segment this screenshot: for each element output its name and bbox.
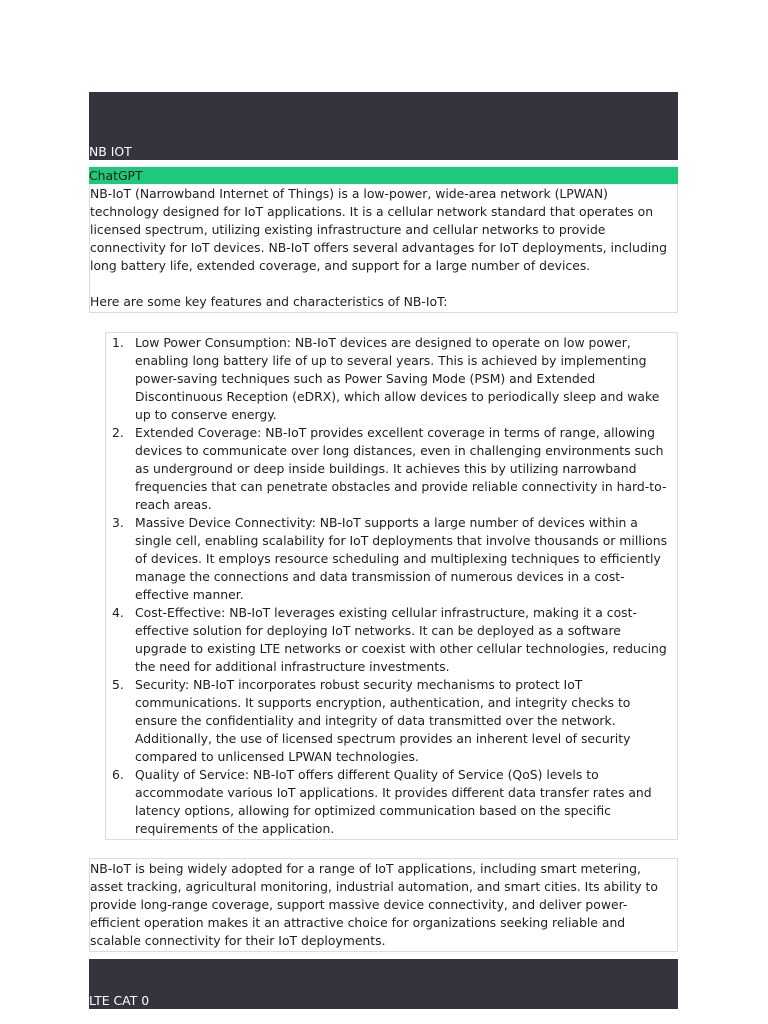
features-box — [105, 332, 678, 840]
list-item-text: Massive Device Connectivity: NB-IoT supports a large number of devices within a single cell, enabling scalability for IoT deployments that involve thousands or millions of devices. It employs resource scheduling and multiplexing techniques to efficiently manage the connections and data transmission of numerous devices in a cost-effective manner. — [135, 515, 668, 602]
list-item-number: 1. — [112, 335, 124, 350]
list-item-text: Quality of Service: NB-IoT offers different Quality of Service (QoS) levels to accommodate various IoT applications. It provides different data transfer rates and latency options, allowing for optimized communication based on the specific requirements of the application. — [135, 767, 652, 836]
section-header-nb-iot — [89, 92, 678, 160]
source-label-bar — [89, 167, 678, 184]
list-item-text: Security: NB-IoT incorporates robust security mechanisms to protect IoT communications. It supports encryption, authentication, and integrity checks to ensure the confidentiality and integrity of data transmitted over the network. Additionally, the use of licensed spectrum provides an inherent level of security compared to unlicensed LPWAN technologies. — [135, 677, 631, 764]
list-item — [106, 424, 674, 514]
list-item — [106, 604, 674, 676]
list-item — [106, 676, 674, 766]
list-item-text: Extended Coverage: NB-IoT provides excellent coverage in terms of range, allowing devices to communicate over long distances, even in challenging environments such as underground or deep inside buildings. It achieves this by utilizing narrowband frequencies that can penetrate obstacles and provide reliable connectivity in hard-to-reach areas. — [135, 425, 667, 512]
intro-paragraph: Here are some key features and characteristics of NB-IoT: — [90, 294, 448, 309]
document-page — [89, 92, 678, 1009]
list-item-text: Low Power Consumption: NB-IoT devices are designed to operate on low power, enabling long battery life of up to several years. This is achieved by implementing power-saving techniques such as Power Saving Mode (PSM) and Extended Discontinuous Reception (eDRX), which allow devices to periodically sleep and wake up to conserve energy. — [135, 335, 660, 422]
list-item-number: 3. — [112, 515, 124, 530]
conclusion-paragraph: NB-IoT is being widely adopted for a range of IoT applications, including smart metering, asset tracking, agricultural monitoring, industrial automation, and smart cities. Its ability to provide long-range coverage, support massive device connectivity, and deliver power-efficient operation makes it an attractive choice for organizations seeking reliable and scalable connectivity for their IoT deployments. — [90, 861, 658, 948]
source-label: ChatGPT — [89, 168, 143, 183]
list-item — [106, 334, 674, 424]
conclusion-box — [89, 858, 678, 952]
list-item-number: 4. — [112, 605, 124, 620]
intro-box — [89, 184, 678, 313]
list-item-number: 2. — [112, 425, 124, 440]
list-item — [106, 766, 674, 838]
list-item — [106, 514, 674, 604]
features-list — [106, 334, 674, 838]
list-item-number: 6. — [112, 767, 124, 782]
section-title: NB IOT — [89, 144, 132, 159]
list-item-text: Cost-Effective: NB-IoT leverages existing cellular infrastructure, making it a cost-effective solution for deploying IoT networks. It can be deployed as a software upgrade to existing LTE networks or coexist with other cellular technologies, reducing the need for additional infrastructure investments. — [135, 605, 667, 674]
section-header-lte-cat-0 — [89, 959, 678, 1009]
intro-paragraph: NB-IoT (Narrowband Internet of Things) is a low-power, wide-area network (LPWAN) technology designed for IoT applications. It is a cellular network standard that operates on licensed spectrum, utilizing existing infrastructure and cellular networks to provide connectivity for IoT devices. NB-IoT offers several advantages for IoT deployments, including long battery life, extended coverage, and support for a large number of devices. — [90, 186, 667, 273]
section-title: LTE CAT 0 — [89, 993, 150, 1008]
list-item-number: 5. — [112, 677, 124, 692]
lte-section — [89, 959, 678, 1009]
